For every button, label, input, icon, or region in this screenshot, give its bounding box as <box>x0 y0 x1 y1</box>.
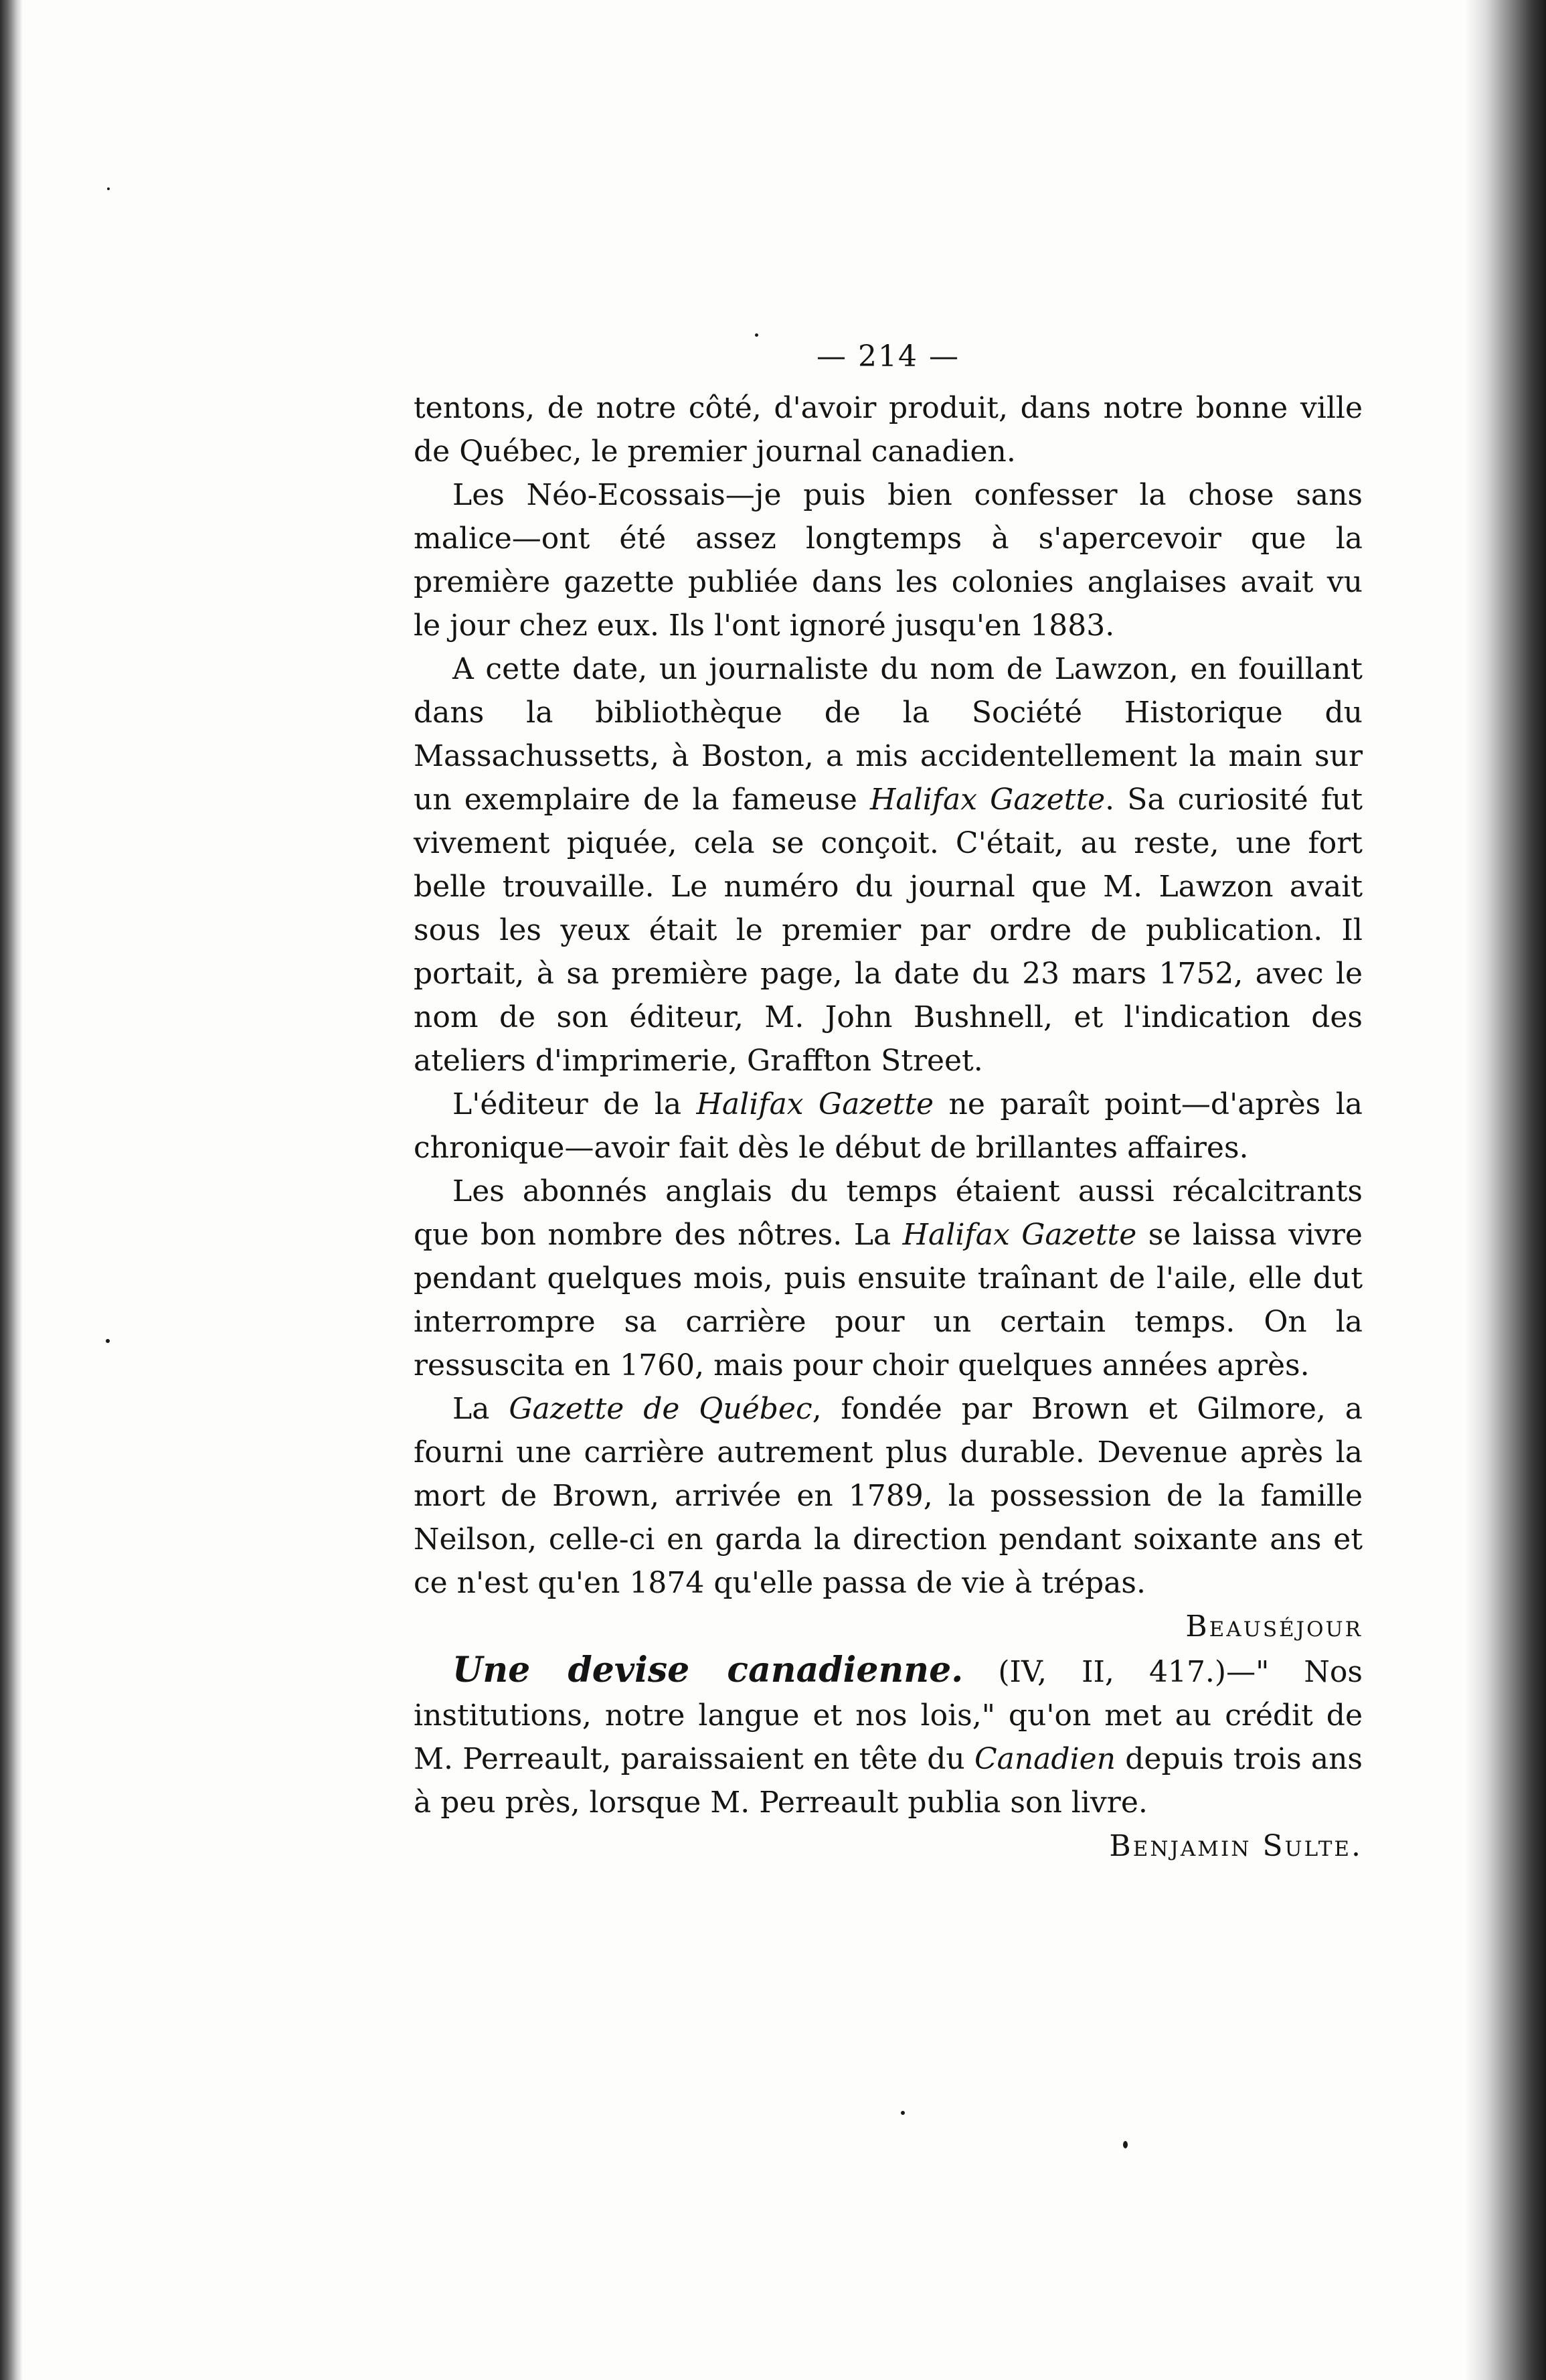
page-number: — 214 — <box>817 339 960 374</box>
paragraph-text: se laissa vivre pendant quelques mois, puis ensuite traînant de l'aile, elle dut interrompre sa carrière pour un certain temps. On la ressuscita en 1760, mais pour choir quelques années après. <box>414 1218 1363 1382</box>
paragraph-text: La <box>452 1392 509 1426</box>
newspaper-title: Halifax Gazette <box>696 1087 934 1121</box>
paragraph-text: ne paraît point—d'après la chronique—avoir fait dès le début de brillantes affaires. <box>414 1087 1363 1165</box>
paragraph-lawzon <box>414 647 1363 1083</box>
entry-text: (IV, II, 417.)—" Nos institutions, notre langue et nos lois," qu'on met au crédit de M. Perreault, paraissaient en tête du <box>414 1655 1363 1776</box>
scan-edge-right <box>1466 0 1546 2380</box>
newspaper-title: Halifax Gazette <box>870 783 1106 817</box>
entry-text: depuis trois ans à peu près, lorsque M. Perreault publia son livre. <box>414 1742 1363 1820</box>
paragraph-editeur <box>414 1083 1363 1170</box>
signature-beausejour: Beauséjour <box>1185 1609 1363 1644</box>
paragraph-continuation: tentons, de notre côté, d'avoir produit, dans notre bonne ville de Québec, le premier journal canadien. <box>414 391 1363 469</box>
entry-title: Une devise canadienne. <box>452 1650 964 1690</box>
paragraph-text: , fondée par Brown et Gilmore, a fourni une carrière autrement plus durable. Devenue après la mort de Brown, arrivée en 1789, la possession de la famille Neilson, celle-ci en garda la direction pendant soixante ans et ce n'est qu'en 1874 qu'elle passa de vie à trépas. <box>414 1392 1363 1600</box>
paragraph-text: A cette date, un journaliste du nom de Lawzon, en fouillant dans la bibliothèque de la Société Historique du Massachussetts, à Boston, a mis accidentellement la main sur un exemplaire de la fameuse <box>414 652 1363 817</box>
text-block <box>414 335 1363 1868</box>
newspaper-title: Canadien <box>974 1742 1116 1776</box>
signature-sulte: Benjamin Sulte. <box>1109 1829 1363 1863</box>
paragraph-text: L'éditeur de la <box>452 1087 697 1121</box>
paragraph-neo-ecossais: Les Néo-Ecossais—je puis bien confesser la chose sans malice—ont été assez longtemps à s'apercevoir que la première gazette publiée dans les colonies anglaises avait vu le jour chez eux. Ils l'ont ignoré jusqu'en 1883. <box>414 478 1363 643</box>
paragraph-abonnes <box>414 1170 1363 1387</box>
scan-edge-left <box>0 0 23 2380</box>
scan-speck <box>106 1339 110 1343</box>
newspaper-title: Gazette de Québec <box>509 1392 812 1426</box>
scan-speck <box>1123 2141 1128 2148</box>
paragraph-text: . Sa curiosité fut vivement piquée, cela se conçoit. C'était, au reste, une fort belle trouvaille. Le numéro du journal que M. Lawzon avait sous les yeux était le premier par ordre de publication. Il portait, à sa première page, la date du 23 mars 1752, avec le nom de son éditeur, M. John Bushnell, et l'indication des ateliers d'imprimerie, Graffton Street. <box>414 783 1363 1078</box>
scan-speck <box>901 2111 905 2115</box>
newspaper-title: Halifax Gazette <box>902 1218 1137 1252</box>
entry-devise-canadienne <box>414 1648 1363 1824</box>
paragraph-text: Les abonnés anglais du temps étaient aussi récalcitrants que bon nombre des nôtres. La <box>414 1174 1363 1252</box>
scan-speck <box>107 187 110 190</box>
paragraph-gazette-quebec <box>414 1387 1363 1605</box>
